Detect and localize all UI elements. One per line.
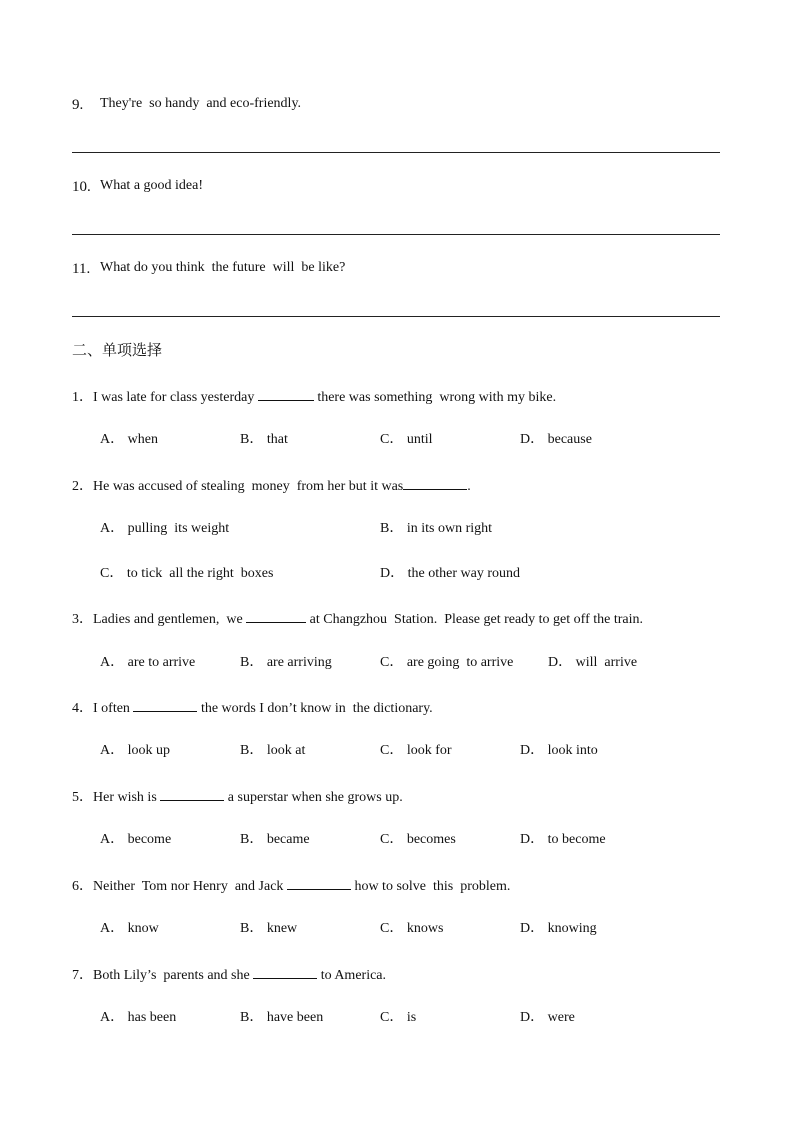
option-a[interactable]: A． are to arrive <box>100 655 196 670</box>
question-number: 4． <box>72 701 93 716</box>
question-text-before: Both Lily’s parents and she <box>93 968 250 983</box>
item-9-text: They're so handy and eco-friendly. <box>100 96 302 111</box>
answer-blank[interactable] <box>287 877 351 890</box>
question-text-after: to America. <box>320 968 387 983</box>
question-text-before: I often <box>93 701 130 716</box>
option-d[interactable]: D． the other way round <box>380 566 520 581</box>
option-b[interactable]: B． look at <box>240 743 306 758</box>
option-a[interactable]: A． when <box>100 432 158 447</box>
option-b[interactable]: B． have been <box>240 1010 324 1025</box>
option-b[interactable]: B． knew <box>240 921 298 936</box>
option-d[interactable]: D． because <box>520 432 592 447</box>
answer-blank[interactable] <box>246 610 306 623</box>
answer-line-11[interactable] <box>72 316 720 317</box>
option-c[interactable]: C． until <box>380 432 433 447</box>
option-d[interactable]: D． to become <box>520 832 606 847</box>
option-a[interactable]: A． has been <box>100 1010 177 1025</box>
question-6 <box>72 877 510 895</box>
question-text-after: the words I don’t know in the dictionary. <box>200 701 433 716</box>
question-number: 1． <box>72 390 93 405</box>
option-d[interactable]: D． look into <box>520 743 598 758</box>
option-c[interactable]: C． knows <box>380 921 444 936</box>
question-5 <box>72 788 403 806</box>
item-11-text: What do you think the future will be like? <box>100 260 346 275</box>
question-text-before: I was late for class yesterday <box>93 390 255 405</box>
item-10-text: What a good idea! <box>100 178 204 193</box>
option-a[interactable]: A． know <box>100 921 159 936</box>
question-2 <box>72 477 471 495</box>
option-c[interactable]: C． look for <box>380 743 452 758</box>
answer-blank[interactable] <box>403 477 467 490</box>
question-4 <box>72 699 433 717</box>
answer-blank[interactable] <box>133 699 197 712</box>
item-9-number: 9. <box>72 97 84 113</box>
question-number: 2． <box>72 479 93 494</box>
question-text-after: at Changzhou Station. Please get ready to get off the train. <box>309 612 643 627</box>
option-c[interactable]: C． becomes <box>380 832 456 847</box>
question-3 <box>72 610 643 628</box>
question-number: 7． <box>72 968 93 983</box>
option-d[interactable]: D． were <box>520 1010 575 1025</box>
answer-blank[interactable] <box>258 388 314 401</box>
question-7 <box>72 966 386 984</box>
option-b[interactable]: B． that <box>240 432 288 447</box>
item-10-number: 10. <box>72 179 91 195</box>
question-1 <box>72 388 556 406</box>
option-b[interactable]: B． are arriving <box>240 655 332 670</box>
question-text-before: Ladies and gentlemen, we <box>93 612 243 627</box>
option-b[interactable]: B． in its own right <box>380 521 493 536</box>
option-c[interactable]: C． to tick all the right boxes <box>100 566 274 581</box>
option-a[interactable]: A． become <box>100 832 172 847</box>
question-text-before: Her wish is <box>93 790 157 805</box>
option-a[interactable]: A． look up <box>100 743 171 758</box>
question-text-before: He was accused of stealing money from her but it was <box>93 479 404 494</box>
item-11-number: 11. <box>72 261 91 277</box>
option-a[interactable]: A． pulling its weight <box>100 521 230 536</box>
section-heading: 二、单项选择 <box>72 341 163 359</box>
option-d[interactable]: D． knowing <box>520 921 597 936</box>
answer-blank[interactable] <box>160 788 224 801</box>
option-c[interactable]: C． is <box>380 1010 417 1025</box>
option-d[interactable]: D． will arrive <box>548 655 638 670</box>
question-text-after: how to solve this problem. <box>354 879 511 894</box>
question-text-after: . <box>467 479 471 494</box>
question-number: 3． <box>72 612 93 627</box>
option-b[interactable]: B． became <box>240 832 310 847</box>
option-c[interactable]: C． are going to arrive <box>380 655 514 670</box>
answer-line-9[interactable] <box>72 152 720 153</box>
question-number: 6． <box>72 879 93 894</box>
answer-line-10[interactable] <box>72 234 720 235</box>
question-number: 5． <box>72 790 93 805</box>
question-text-after: there was something wrong with my bike. <box>317 390 557 405</box>
answer-blank[interactable] <box>253 966 317 979</box>
question-text-before: Neither Tom nor Henry and Jack <box>93 879 284 894</box>
question-text-after: a superstar when she grows up. <box>227 790 403 805</box>
